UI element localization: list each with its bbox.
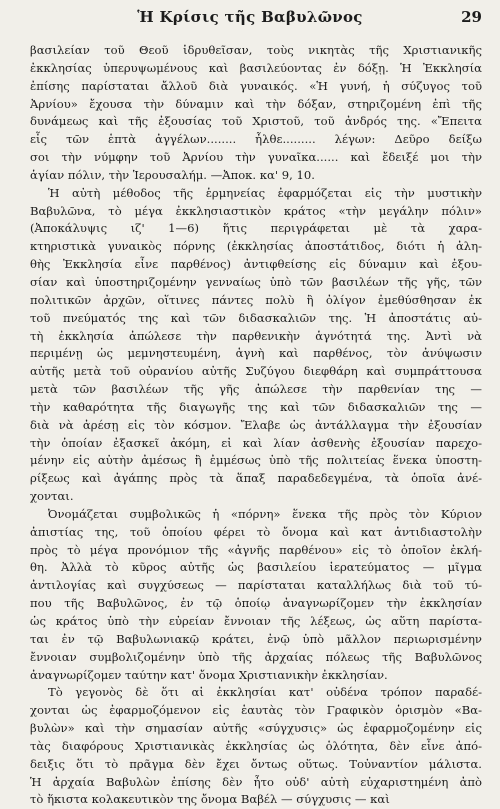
text-line: Βαβυλῶνα, τὸ μέγα ἐκκλησιαστικὸν κράτος «τὴν μεγάλην πόλιν» <box>30 203 482 218</box>
page-header <box>0 0 500 40</box>
text-line: σοι τὴν νύμφην τοῦ Ἀρνίου τὴν γυναῖκα...... καὶ ἔδειξέ μοι τὴν <box>30 150 482 165</box>
text-line: ἔννοιαν συμβολιζομένην ὑπὸ τῆς ἀρχαίας πόλεως τῆς Βαβυλῶνος <box>30 649 482 664</box>
text-line: Τὸ γεγονὸς δὲ ὅτι αἱ ἐκκλησίαι κατ' οὐδένα τρόπον παραδέ- <box>48 685 482 700</box>
text-line: βασιλείαν τοῦ Θεοῦ ἱδρυθεῖσαν, τοὺς νικητὰς τῆς Χριστιανικῆς <box>30 43 482 57</box>
text-line: τὴν ὁποίαν ἐξασκεῖ ἀκόμη, εἰ καὶ λίαν ἀσθενὴς ἐξουσίαν παρεχο- <box>30 435 482 450</box>
text-line: Ἀρνίου» ἔχουσα τὴν δύναμιν καὶ τὴν δόξαν, στηριζομένη ἐπὶ τῆς <box>30 96 482 111</box>
text-line: περιμένῃ ὡς μεμνηστευμένη, ἁγνὴ καὶ παρθένος, τὸν ἀνύψωσιν <box>30 346 482 361</box>
paragraph <box>30 684 482 809</box>
text-line: σίαν καὶ ὑποστηριζομένην γενναίως ὑπὸ τῶν βασιλέων τῆς γῆς, τῶν <box>30 274 482 289</box>
text-line: τὰς διαφόρους Χριστιανικὰς ἐκκλησίας ὡς ὁλότητα, δὲν εἶνε ἀπό- <box>30 738 482 753</box>
text-line: τὴ ἐκκλησία ἀπώλεσε τὴν παρθενικὴν ἁγνότητά της. Ἀντὶ νὰ <box>30 328 482 343</box>
text-line: πολιτικῶν ἀρχῶν, οἵτινες πάντες πολὺ ἢ ὀλίγον ἐμεθύσθησαν ἐκ <box>30 292 482 307</box>
text-line: ἁγίαν πόλιν, τὴν Ἱερουσαλήμ. —Ἀποκ. κα' 9, 10. <box>30 167 315 182</box>
text-line: θη. Ἀλλὰ τὸ κῦρος αὐτῆς ὡς βασιλείου ἱερατεύματος — μῖγμα <box>30 560 482 575</box>
text-line: ἀναγνωρίζομεν ταύτην κατ' ὄνομα Χριστιανικὴν ἐκκλησίαν. <box>30 667 388 682</box>
text-line: μετὰ τῶν βασιλέων τῆς γῆς ἀπώλεσε τὴν παρθενίαν της — <box>30 382 482 397</box>
text-line: μένην εἰς αὐτὴν ἀμέσως ἢ ἐμμέσως ὑπὸ τῆς πολιτείας ἕνεκα ὑποστη- <box>30 453 482 468</box>
text-line: τὴν καθαρότητα τῆς διαγωγῆς της καὶ τῶν διδασκαλιῶν της — <box>30 399 482 414</box>
body-text <box>30 42 482 809</box>
paragraph <box>30 42 482 185</box>
text-line: αὐτῆς μετὰ τοῦ οὐρανίου αὐτῆς Συζύγου διεφθάρη καὶ συμπράττουσα <box>30 364 482 379</box>
text-line: κτηριστικὰ γυναικὸς πόρνης (ἐκκλησίας ἀποστάτιδος, διότι ἡ ἀλη- <box>30 239 482 254</box>
text-line: διὰ νὰ ἀρέσῃ εἰς τὸν κόσμον. Ἔλαβε ὡς ἀντάλλαγμα τὴν ἐξουσίαν <box>30 417 482 432</box>
text-line: Ὀνομάζεται συμβολικῶς ἡ «πόρνη» ἕνεκα τῆς πρὸς τὸν Κύριον <box>48 506 482 521</box>
text-line: θὴς Ἐκκλησία εἶνε παρθένος) ἀντιφθείσης εἰς δύναμιν καὶ ἐξου- <box>30 257 482 272</box>
text-line: ὡς κράτος ὑπὸ τὴν εὐρείαν ἔννοιαν τῆς λέξεως, ὡς αὕτη παρίστα- <box>30 614 482 628</box>
text-line: ἐπίσης παρίσταται ἄλλοῦ διὰ γυναικός. «Ἡ γυνή, ἡ σύζυγος τοῦ <box>30 78 482 93</box>
running-title: Ἡ Κρίσις τῆς Βαβυλῶνος <box>137 8 363 26</box>
text-line: ἐκκλησίας ὑπερυψωμένους καὶ βασιλεύοντας ἐν δόξῃ. Ἡ Ἐκκλησία <box>30 60 482 75</box>
text-line: που τῆς Βαβυλῶνος, ἐν τῷ ὁποίῳ ἀναγνωρίζομεν τὴν ἐκκλησίαν <box>30 596 482 611</box>
text-line: πρὸς τὸ μέγα προνόμιον τῆς «ἁγνῆς παρθένου» εἰς τὸ ὁποῖον ἐκλή- <box>30 542 482 557</box>
text-line: χονται. <box>30 489 74 504</box>
text-line: ρίξεως καὶ ἀγάπης πρὸς τὰ ἅπαξ παραδεδεγμένα, τὰ ὁποῖα ἀνέ- <box>30 471 482 486</box>
paragraph <box>30 506 482 684</box>
text-line: Ἡ ἀρχαία Βαβυλὼν ἐπίσης δὲν ἦτο οὐδ' αὐτὴ εὐχαριστημένη ἀπὸ <box>30 774 482 789</box>
text-line: ται ἐν τῷ Βαβυλωνιακῷ κράτει, ἐνῷ ὑπὸ μᾶλλον περιωρισμένην <box>30 631 482 646</box>
text-line: βυλὼν» καὶ τὴν σημασίαν αὐτῆς «σύγχυσις» ὡς ἐφαρμοζομένην εἰς <box>30 721 482 736</box>
text-line: (Ἀποκάλυψις ιζ' 1—6) ἥτις περιγράφεται μὲ τὰ χαρα- <box>30 221 482 236</box>
page-number: 29 <box>461 8 482 26</box>
text-line: Ἡ αὐτὴ μέθοδος τῆς ἑρμηνείας ἐφαρμόζεται εἰς τὴν μυστικὴν <box>48 185 482 200</box>
text-line: ἀντιλογίας καὶ συγχύσεως — παρίσταται καταλλήλως διὰ τοῦ τύ- <box>30 578 482 593</box>
text-line: χονται ὡς ἐφαρμοζόμενον εἰς ἑαυτὰς τὸν Γραφικὸν ὁρισμὸν «Βα- <box>30 703 482 718</box>
text-line: δυνάμεως καὶ τῆς ἐξουσίας τοῦ Χριστοῦ, τοῦ ἀνδρός της. «Ἔπειτα <box>30 114 482 129</box>
text-line: τὸ ἥκιστα κολακευτικὸν της ὄνομα Βαβέλ — σύγχυσις — καὶ <box>30 792 390 807</box>
paragraph <box>30 185 482 506</box>
text-line: ἀπιστίας της, τοῦ ὁποίου φέρει τὸ ὄνομα καὶ κατ ἀντιδιαστολὴν <box>30 524 482 539</box>
text-line: δειξις ὅτι τὸ πρᾶγμα δὲν ἔχει ὄντως οὕτως. Τοὐναντίον μάλιστα. <box>30 756 482 771</box>
text-line: εἷς τῶν ἑπτὰ ἀγγέλων........ ἦλθε......... λέγων: Δεῦρο δείξω <box>30 132 482 147</box>
text-line: τοῦ πνεύματός της καὶ τῶν διδασκαλιῶν της. Ἡ ἀποστάτις αὐ- <box>30 310 482 325</box>
